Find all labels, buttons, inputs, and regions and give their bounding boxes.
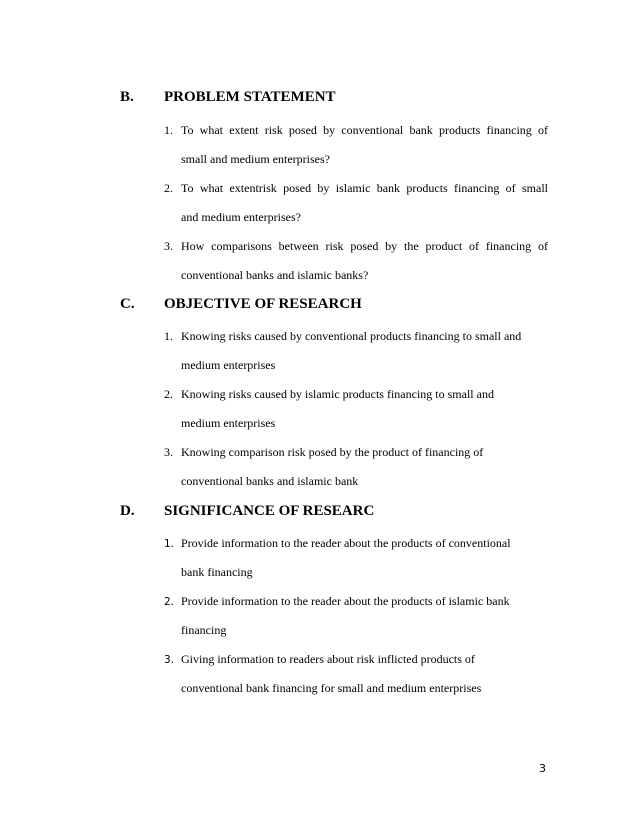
section-letter-c: C. [120,296,135,312]
list-number: 2. [164,181,173,195]
list-item-line: Knowing comparison risk posed by the product of financing of [181,445,484,459]
list-item-line: small and medium enterprises? [181,152,330,166]
list-item-line: conventional banks and islamic bank [181,474,359,488]
list-item-line: To what extentrisk posed by islamic bank products financing of small [181,181,548,195]
list-item-line: Knowing risks caused by islamic products financing to small and [181,387,494,401]
list-number: 1. [164,538,175,550]
list-number: 2. [164,387,173,401]
list-item-line: How comparisons between risk posed by the product of financing of [181,239,548,253]
list-item-line: conventional bank financing for small and medium enterprises [181,681,482,695]
list-item-line: Provide information to the reader about the products of islamic bank [181,594,510,608]
section-title-objective-of-research: OBJECTIVE OF RESEARCH [164,296,362,312]
list-item-line: Provide information to the reader about the products of conventional [181,536,511,550]
section-letter-b: B. [120,89,134,105]
section-letter-d: D. [120,503,135,519]
list-item-line: financing [181,623,227,637]
list-number: 3. [164,654,175,666]
list-item-line: To what extent risk posed by conventional bank products financing of [181,123,548,137]
list-item-line: Knowing risks caused by conventional products financing to small and [181,329,522,343]
list-item-line: medium enterprises [181,416,276,430]
list-number: 1. [164,123,173,137]
section-title-problem-statement: PROBLEM STATEMENT [164,89,336,105]
section-title-significance-of-research: SIGNIFICANCE OF RESEARC [164,503,375,519]
list-item-line: Giving information to readers about risk inflicted products of [181,652,475,666]
list-number: 2. [164,596,175,608]
list-item-line: bank financing [181,565,253,579]
list-number: 3. [164,239,173,253]
list-item-line: medium enterprises [181,358,276,372]
list-item-line: conventional banks and islamic banks? [181,268,369,282]
list-item-line: and medium enterprises? [181,210,301,224]
list-number: 1. [164,329,173,343]
list-number: 3. [164,445,173,459]
page-number: 3 [539,762,546,775]
